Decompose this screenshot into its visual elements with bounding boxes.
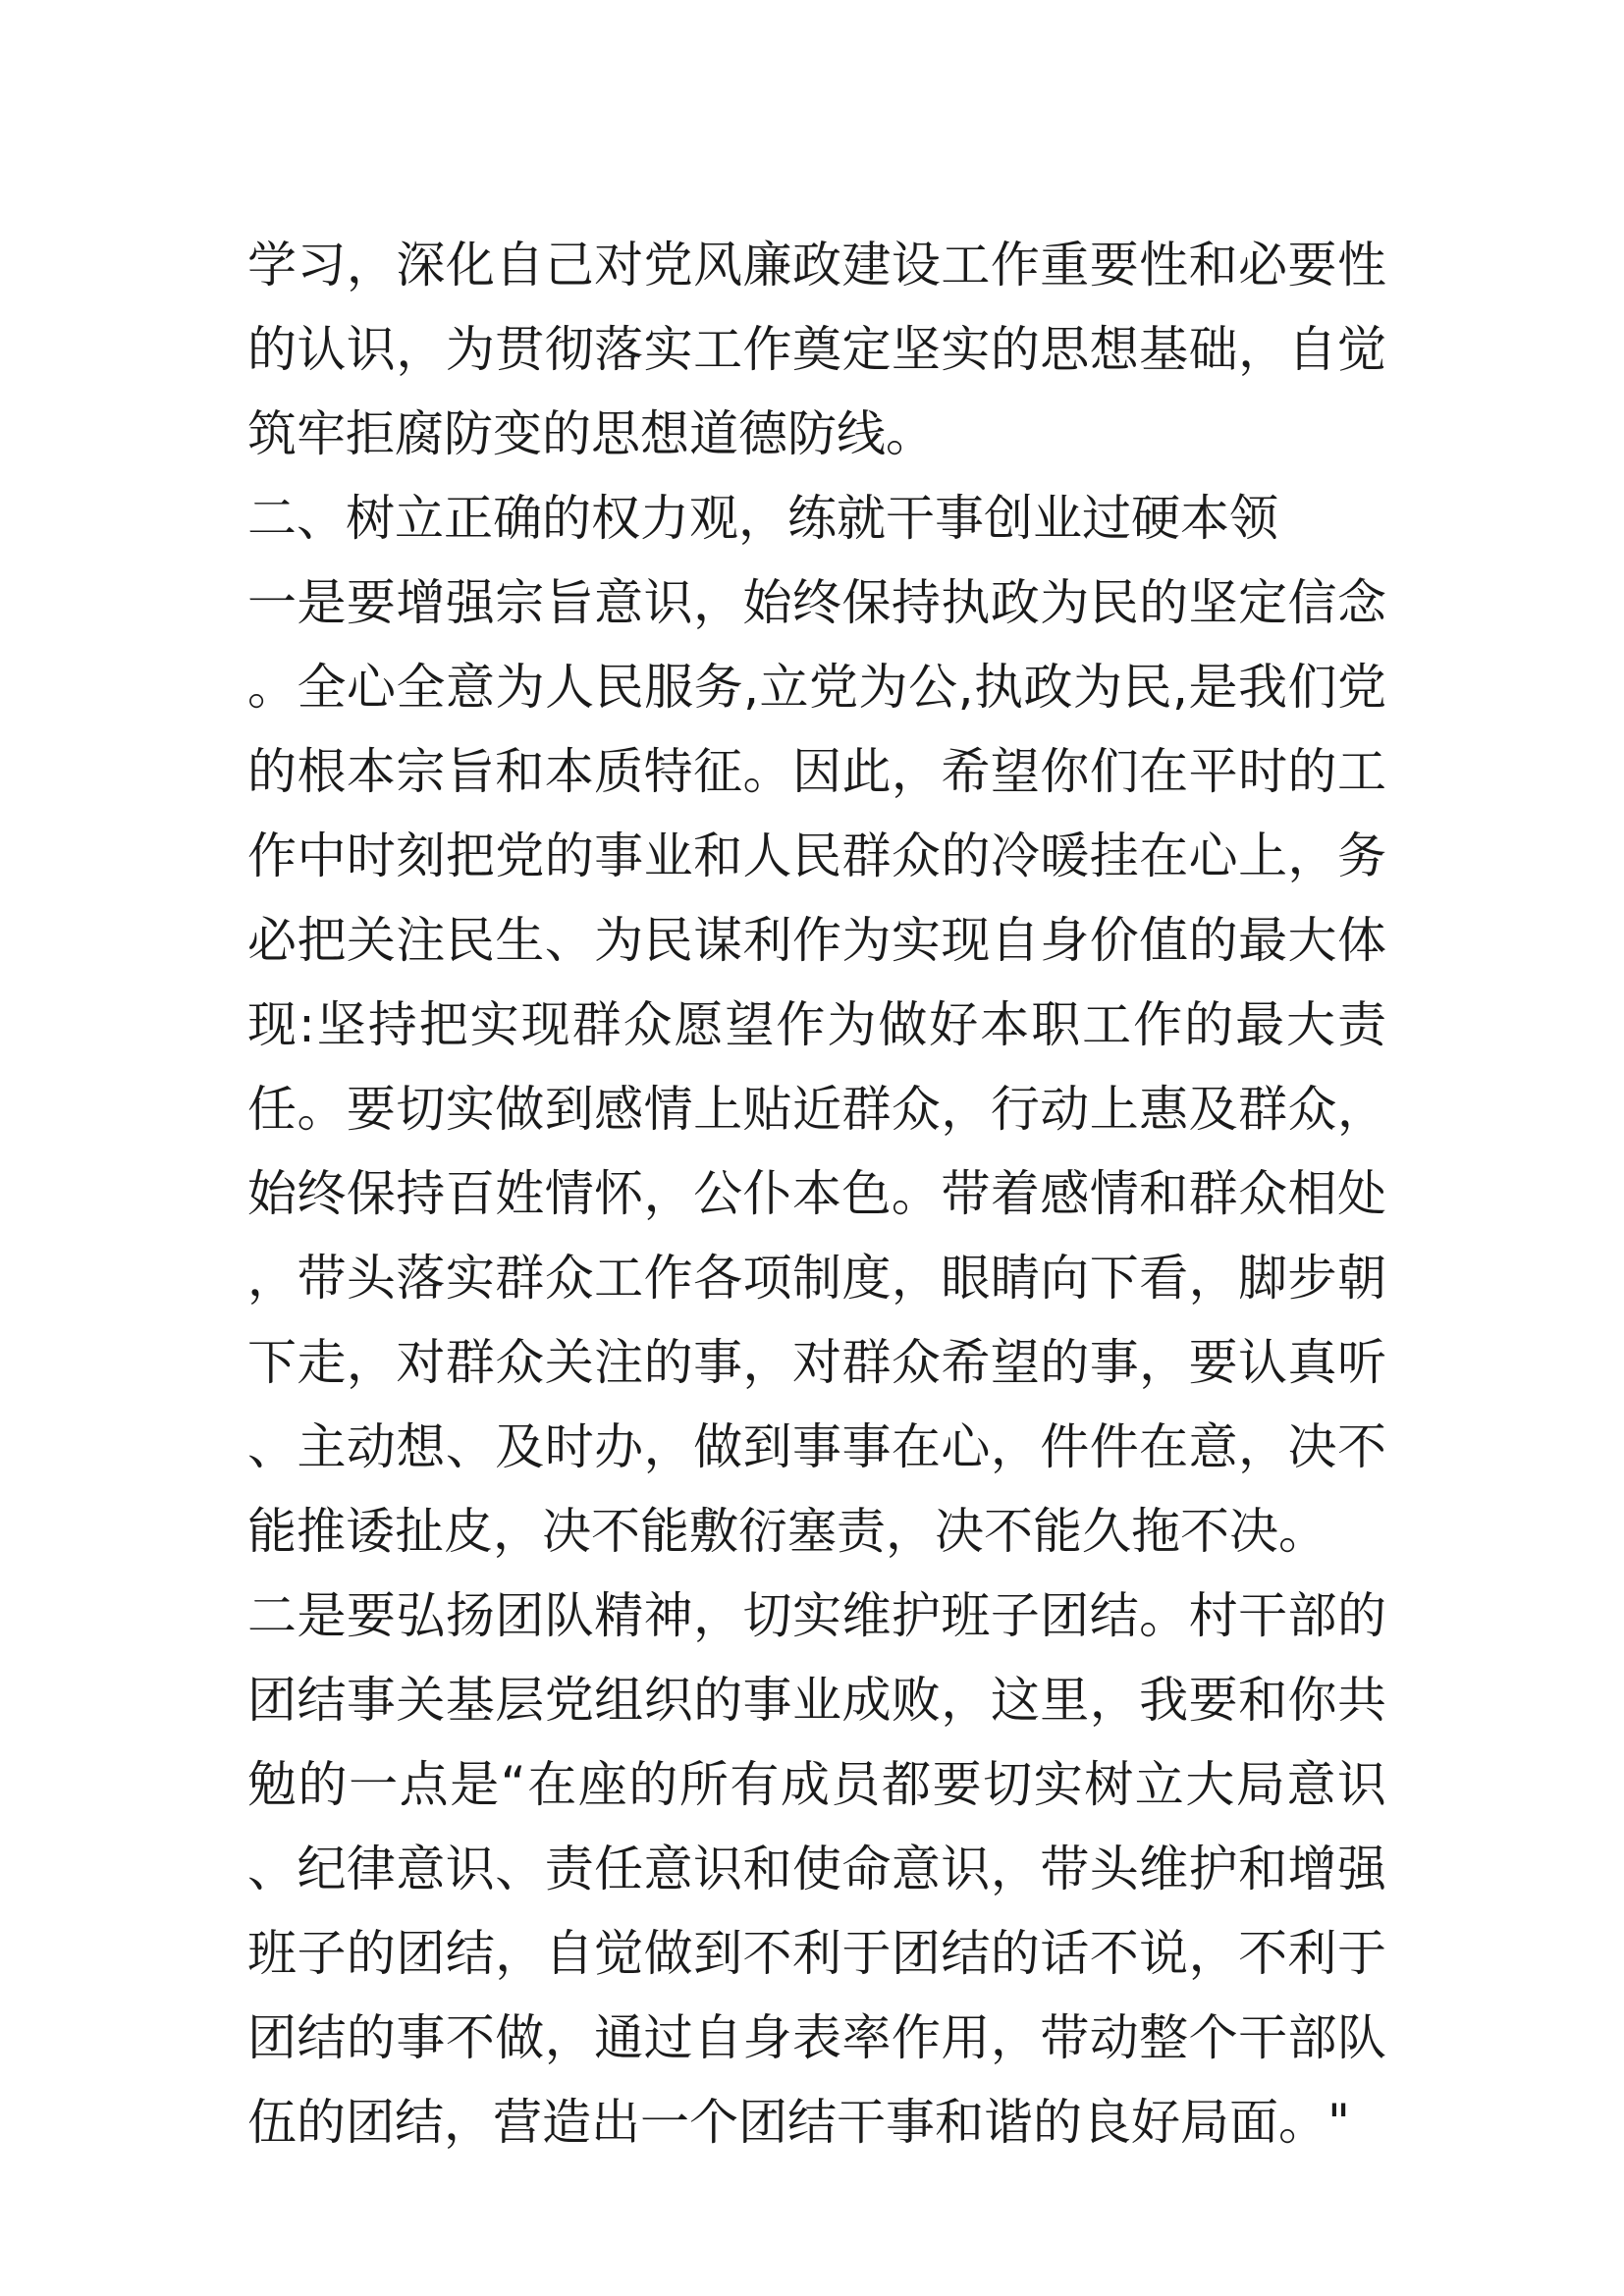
paragraph-first-point: 一是要增强宗旨意识，始终保持执政为民的坚定信念。全心全意为人民服务,立党为公,执政为民,是我们党的根本宗旨和本质特征。因此，希望你们在平时的工作中时刻把党的事业和人民群众的冷暖挂在心上，务必把关注民生、为民谋利作为实现自身价值的最大体现:坚持把实现群众愿望作为做好本职工作的最大责任。要切实做到感情上贴近群众，行动上惠及群众，始终保持百姓情怀，公仆本色。带着感情和群众相处，带头落实群众工作各项制度，眼睛向下看，脚步朝下走，对群众关注的事，对群众希望的事，要认真听、主动想、及时办，做到事事在心，件件在意，决不能推诿扯皮，决不能敷衍塞责，决不能久拖不决。 (247, 574, 1386, 1560)
paragraph-continuation: 学习，深化自己对党风廉政建设工作重要性和必要性的认识，为贯彻落实工作奠定坚实的思想基础，自觉筑牢拒腐防变的思想道德防线。 (247, 237, 1386, 462)
section-heading: 二、树立正确的权力观，练就干事创业过硬本领 (247, 490, 1278, 547)
paragraph-second-point: 二是要弘扬团队精神，切实维护班子团结。村干部的团结事关基层党组织的事业成败，这里，我要和你共勉的一点是“在座的所有成员都要切实树立大局意识、纪律意识、责任意识和使命意识，带头维护和增强班子的团结，自觉做到不利于团结的话不说，不利于团结的事不做，通过自身表率作用，带动整个干部队伍的团结，营造出一个团结干事和谐的良好局面。" (247, 1587, 1386, 2151)
document-body (247, 223, 1386, 2164)
